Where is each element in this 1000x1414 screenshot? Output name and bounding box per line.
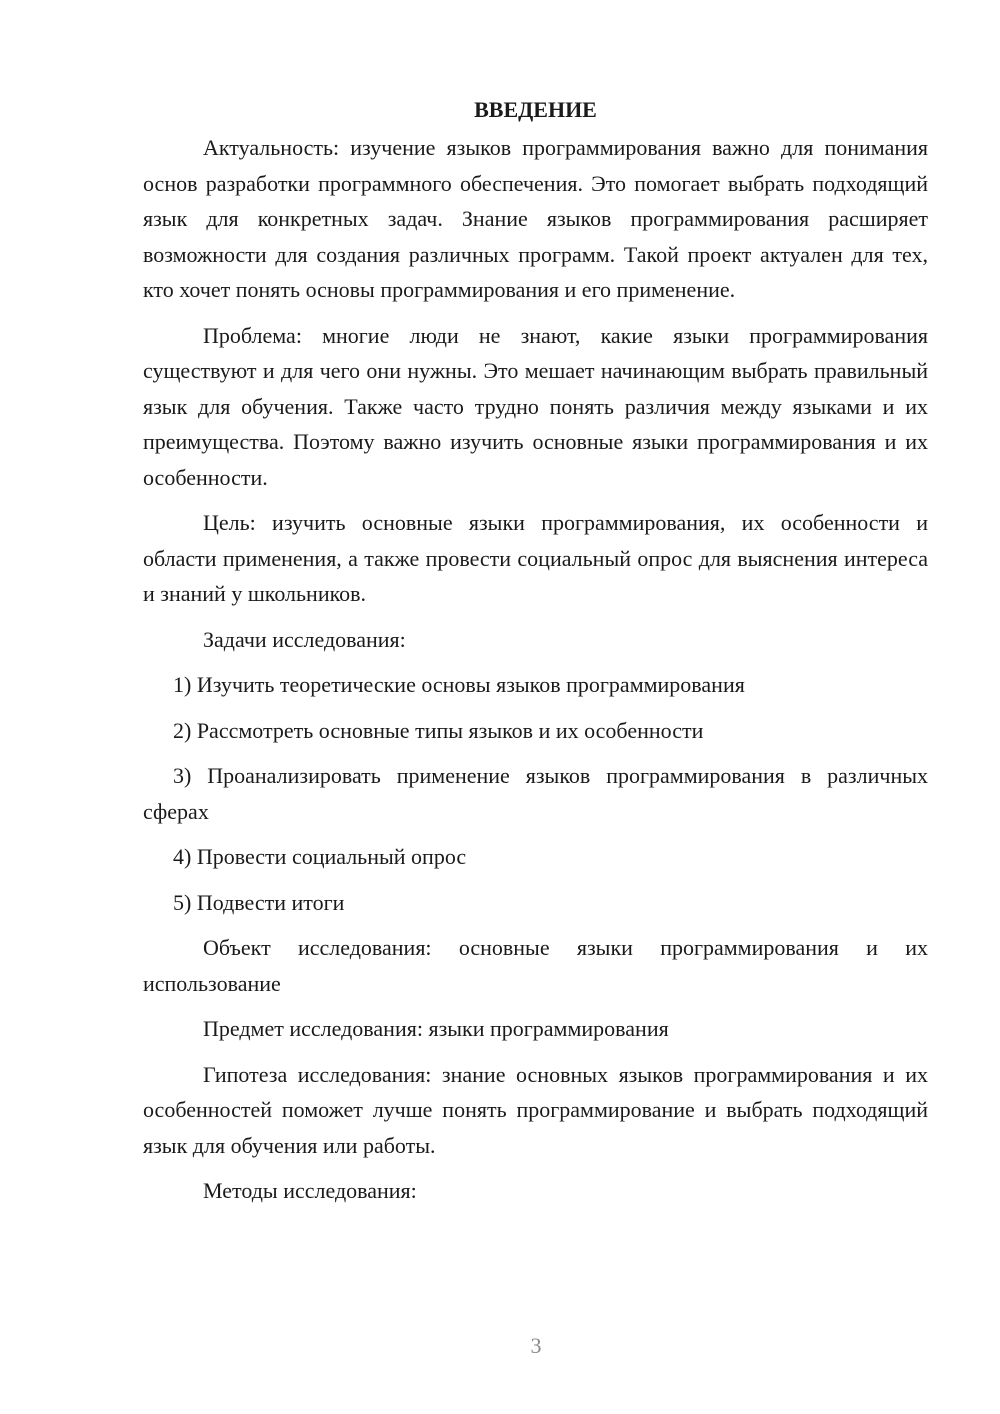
task-item-4: 4) Провести социальный опрос bbox=[173, 844, 467, 869]
page-content bbox=[143, 92, 928, 1219]
paragraph-methods: Методы исследования: bbox=[203, 1178, 417, 1203]
paragraph-relevance: Актуальность: изучение языков программирования важно для понимания основ разработки программного обеспечения. Это помогает выбрать подходящий язык для конкретных задач. Знание языков программирования расширяет возможности для создания различных программ. Такой проект актуален для тех, кто хочет понять основы программирования и его применение. bbox=[143, 135, 928, 302]
paragraph-problem: Проблема: многие люди не знают, какие языки программирования существуют и для чего они нужны. Это мешает начинающим выбрать правильный язык для обучения. Также часто трудно понять различия между языками и их преимущества. Поэтому важно изучить основные языки программирования и их особенности. bbox=[143, 322, 928, 490]
page-number: 3 bbox=[530, 1333, 542, 1358]
page-title: ВВЕДЕНИЕ bbox=[474, 97, 597, 122]
paragraph-hypothesis: Гипотеза исследования: знание основных языков программирования и их особенностей поможет лучше понять программирование и выбрать подходящий язык для обучения или работы. bbox=[143, 1061, 928, 1158]
task-item-2: 2) Рассмотреть основные типы языков и их особенности bbox=[173, 717, 704, 743]
paragraph-goal: Цель: изучить основные языки программирования, их особенности и области применения, а также провести социальный опрос для выяснения интереса и знаний у школьников. bbox=[143, 510, 928, 606]
task-item-5: 5) Подвести итоги bbox=[173, 889, 345, 915]
task-item-1: 1) Изучить теоретические основы языков программирования bbox=[173, 672, 745, 697]
paragraph-subject: Предмет исследования: языки программирования bbox=[203, 1016, 669, 1041]
paragraph-tasks-heading: Задачи исследования: bbox=[203, 626, 406, 652]
task-item-3: 3) Проанализировать применение языков программирования в различных сферах bbox=[143, 763, 928, 824]
paragraph-object: Объект исследования: основные языки программирования и их использование bbox=[143, 935, 928, 996]
